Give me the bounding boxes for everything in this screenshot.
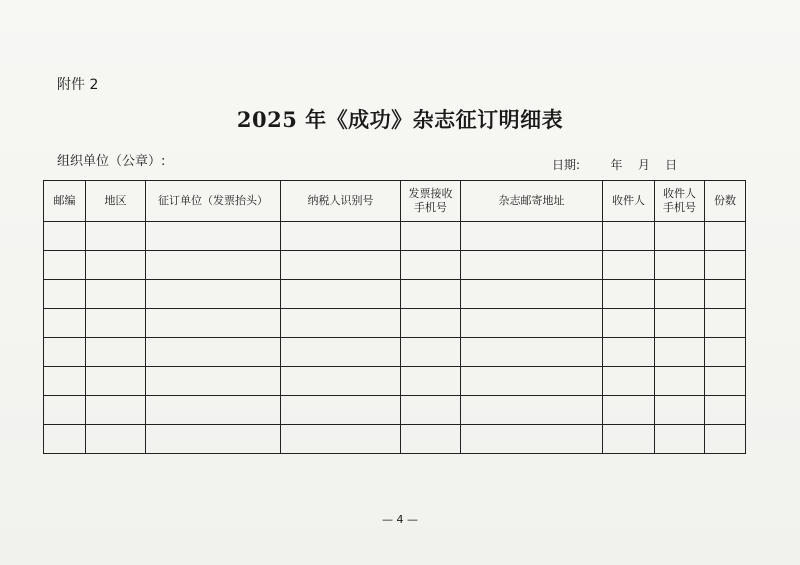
table-cell[interactable]	[705, 309, 746, 338]
table-row	[44, 338, 746, 367]
table-cell[interactable]	[86, 251, 146, 280]
header-recipient: 收件人	[603, 181, 655, 222]
table-row	[44, 309, 746, 338]
table-row	[44, 251, 746, 280]
table-cell[interactable]	[44, 280, 86, 309]
table-row	[44, 396, 746, 425]
table-cell[interactable]	[401, 367, 461, 396]
table-cell[interactable]	[705, 425, 746, 454]
table-cell[interactable]	[146, 280, 281, 309]
table-cell[interactable]	[281, 280, 401, 309]
table-cell[interactable]	[401, 338, 461, 367]
header-copies: 份数	[705, 181, 746, 222]
table-cell[interactable]	[146, 425, 281, 454]
table-header-row	[44, 181, 746, 222]
table-cell[interactable]	[603, 251, 655, 280]
table-cell[interactable]	[44, 367, 86, 396]
table-cell[interactable]	[603, 309, 655, 338]
table-cell[interactable]	[281, 222, 401, 251]
table-cell[interactable]	[655, 309, 705, 338]
table-cell[interactable]	[461, 396, 603, 425]
table-cell[interactable]	[86, 280, 146, 309]
table-cell[interactable]	[603, 222, 655, 251]
organization-label: 组织单位（公章）:	[57, 154, 166, 169]
table-cell[interactable]	[146, 338, 281, 367]
table-cell[interactable]	[401, 280, 461, 309]
date-label: 日期: 年 月 日	[552, 158, 678, 172]
table-cell[interactable]	[603, 367, 655, 396]
table-cell[interactable]	[461, 251, 603, 280]
header-subscriber-unit: 征订单位（发票抬头）	[146, 181, 281, 222]
header-taxpayer-id: 纳税人识别号	[281, 181, 401, 222]
table-cell[interactable]	[705, 222, 746, 251]
table-cell[interactable]	[86, 367, 146, 396]
table-cell[interactable]	[44, 396, 86, 425]
table-cell[interactable]	[146, 251, 281, 280]
table-cell[interactable]	[281, 425, 401, 454]
table-cell[interactable]	[655, 338, 705, 367]
page-number: — 4 —	[382, 513, 418, 526]
table-cell[interactable]	[86, 425, 146, 454]
table-cell[interactable]	[401, 251, 461, 280]
table-cell[interactable]	[655, 251, 705, 280]
table-cell[interactable]	[603, 338, 655, 367]
page-title: 2025 年《成功》杂志征订明细表	[236, 107, 564, 132]
table-cell[interactable]	[705, 280, 746, 309]
table-cell[interactable]	[44, 338, 86, 367]
header-postcode: 邮编	[44, 181, 86, 222]
table-row	[44, 425, 746, 454]
table-row	[44, 367, 746, 396]
header-invoice-phone: 发票接收 手机号	[401, 181, 461, 222]
table-cell[interactable]	[44, 251, 86, 280]
table-cell[interactable]	[281, 396, 401, 425]
table-cell[interactable]	[461, 367, 603, 396]
table-cell[interactable]	[705, 251, 746, 280]
table-cell[interactable]	[655, 425, 705, 454]
header-recipient-phone: 收件人 手机号	[655, 181, 705, 222]
header-mailing-address: 杂志邮寄地址	[461, 181, 603, 222]
table-cell[interactable]	[86, 309, 146, 338]
table-cell[interactable]	[44, 425, 86, 454]
table-cell[interactable]	[705, 338, 746, 367]
table-cell[interactable]	[705, 367, 746, 396]
table-cell[interactable]	[44, 309, 86, 338]
table-cell[interactable]	[146, 309, 281, 338]
table-row	[44, 280, 746, 309]
table-cell[interactable]	[655, 367, 705, 396]
attachment-label: 附件 2	[57, 77, 99, 93]
table-cell[interactable]	[461, 309, 603, 338]
table-body	[44, 222, 746, 454]
table-cell[interactable]	[461, 222, 603, 251]
table-cell[interactable]	[281, 338, 401, 367]
table-cell[interactable]	[146, 222, 281, 251]
table-cell[interactable]	[281, 367, 401, 396]
table-cell[interactable]	[86, 338, 146, 367]
table-cell[interactable]	[603, 425, 655, 454]
table-cell[interactable]	[461, 338, 603, 367]
table-cell[interactable]	[401, 309, 461, 338]
table-cell[interactable]	[461, 425, 603, 454]
header-region: 地区	[86, 181, 146, 222]
table-cell[interactable]	[461, 280, 603, 309]
table-cell[interactable]	[655, 396, 705, 425]
table-cell[interactable]	[44, 222, 86, 251]
table-cell[interactable]	[705, 396, 746, 425]
table-cell[interactable]	[401, 396, 461, 425]
table-cell[interactable]	[603, 396, 655, 425]
table-cell[interactable]	[603, 280, 655, 309]
table-cell[interactable]	[146, 396, 281, 425]
table-cell[interactable]	[401, 222, 461, 251]
subscription-detail-table	[43, 180, 746, 454]
table-cell[interactable]	[86, 396, 146, 425]
table-cell[interactable]	[86, 222, 146, 251]
table-cell[interactable]	[281, 309, 401, 338]
table-cell[interactable]	[281, 251, 401, 280]
table-row	[44, 222, 746, 251]
table-cell[interactable]	[655, 280, 705, 309]
table-cell[interactable]	[401, 425, 461, 454]
table-cell[interactable]	[655, 222, 705, 251]
table-cell[interactable]	[146, 367, 281, 396]
